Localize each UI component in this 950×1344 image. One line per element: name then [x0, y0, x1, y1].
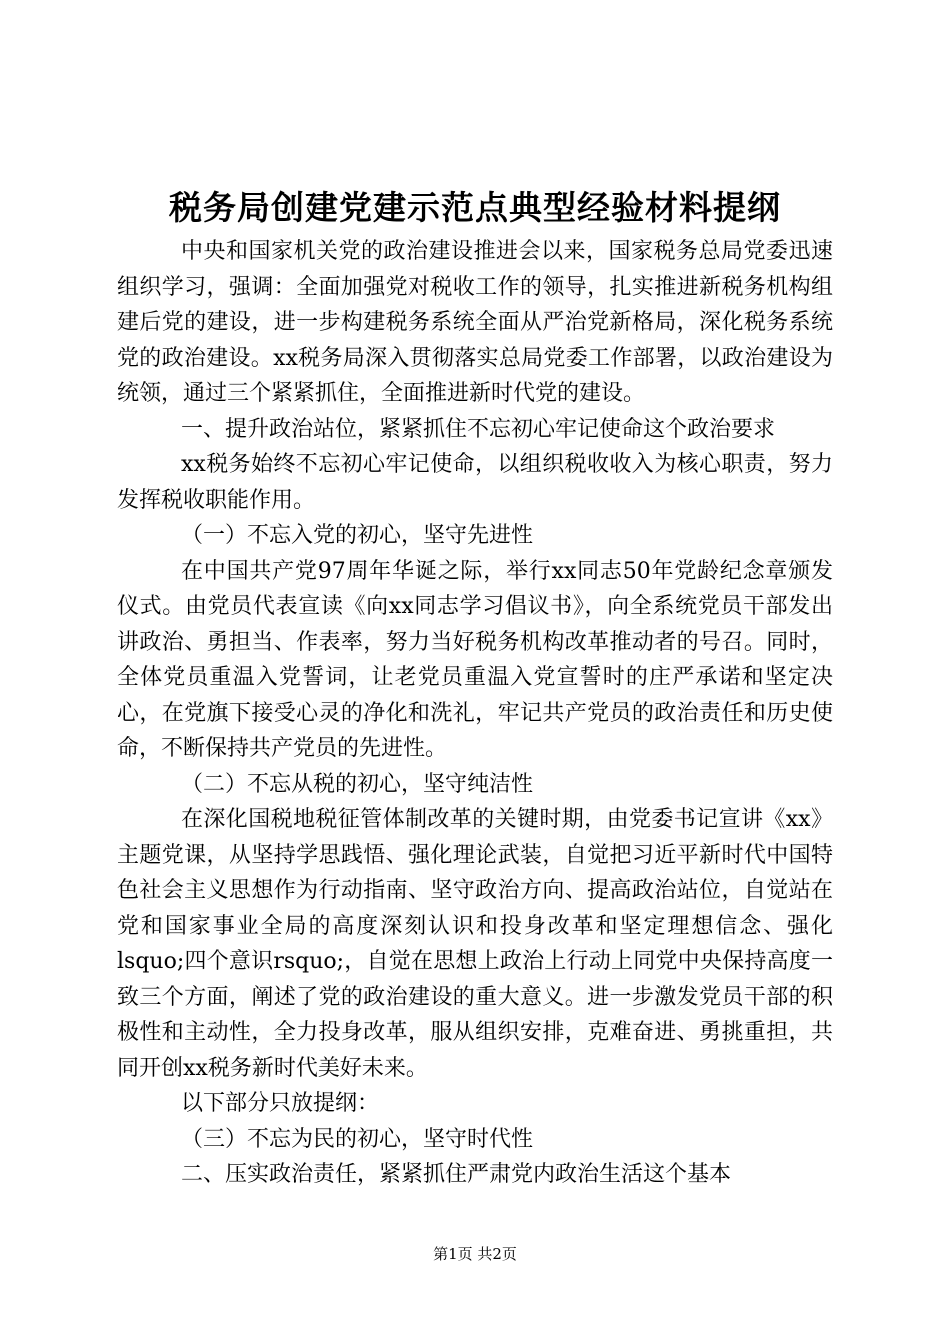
- paragraph: 以下部分只放提纲：: [181, 1091, 380, 1116]
- section-heading: 一、提升政治站位，紧紧抓住不忘初心牢记使命这个政治要求: [181, 416, 776, 442]
- paragraph: 中央和国家机关党的政治建设推进会以来，国家税务总局党委迅速组织学习，强调：全面加强党对税收工作的领导，扎实推进新税务机构组建后党的建设，进一步构建税务系统全面从严治党新格局，深化税务系统党的政治建设。xx税务局深入贯彻落实总局党委工作部署，以政治建设为统领，通过三个紧紧抓住，全面推进新时代党的建设。: [117, 239, 833, 406]
- document-body: [117, 234, 833, 1193]
- subsection-heading: （二）不忘从税的初心，坚守纯洁性: [181, 771, 534, 797]
- document-title: 税务局创建党建示范点典型经验材料提纲: [169, 188, 781, 227]
- section-heading: 二、压实政治责任，紧紧抓住严肃党内政治生活这个基本: [181, 1162, 732, 1187]
- paragraph: 在中国共产党97周年华诞之际，举行xx同志50年党龄纪念章颁发仪式。由党员代表宣读《向xx同志学习倡议书》，向全系统党员干部发出讲政治、勇担当、作表率，努力当好税务机构改革推动者的号召。同时，全体党员重温入党誓词，让老党员重温入党宣誓时的庄严承诺和坚定决心，在党旗下接受心灵的净化和洗礼，牢记共产党员的政治责任和历史使命，不断保持共产党员的先进性。: [117, 558, 833, 761]
- page-footer: 第1页 共2页: [433, 1245, 517, 1263]
- subsection-heading: （三）不忘为民的初心，坚守时代性: [181, 1126, 534, 1152]
- paragraph: xx税务始终不忘初心牢记使命，以组织税收收入为核心职责，努力发挥税收职能作用。: [117, 452, 833, 513]
- paragraph: 在深化国税地税征管体制改革的关键时期，由党委书记宣讲《xx》主题党课，从坚持学思践悟、强化理论武装，自觉把习近平新时代中国特色社会主义思想作为行动指南、坚守政治方向、提高政治站位，自觉站在党和国家事业全局的高度深刻认识和投身改革和坚定理想信念、强化lsquo;四个意识rsquo;，自觉在思想上政治上行动上同党中央保持高度一致三个方面，阐述了党的政治建设的重大意义。进一步激发党员干部的积极性和主动性，全力投身改革，服从组织安排，克难奋进、勇挑重担，共同开创xx税务新时代美好未来。: [117, 807, 833, 1081]
- subsection-heading: （一）不忘入党的初心，坚守先进性: [181, 523, 534, 548]
